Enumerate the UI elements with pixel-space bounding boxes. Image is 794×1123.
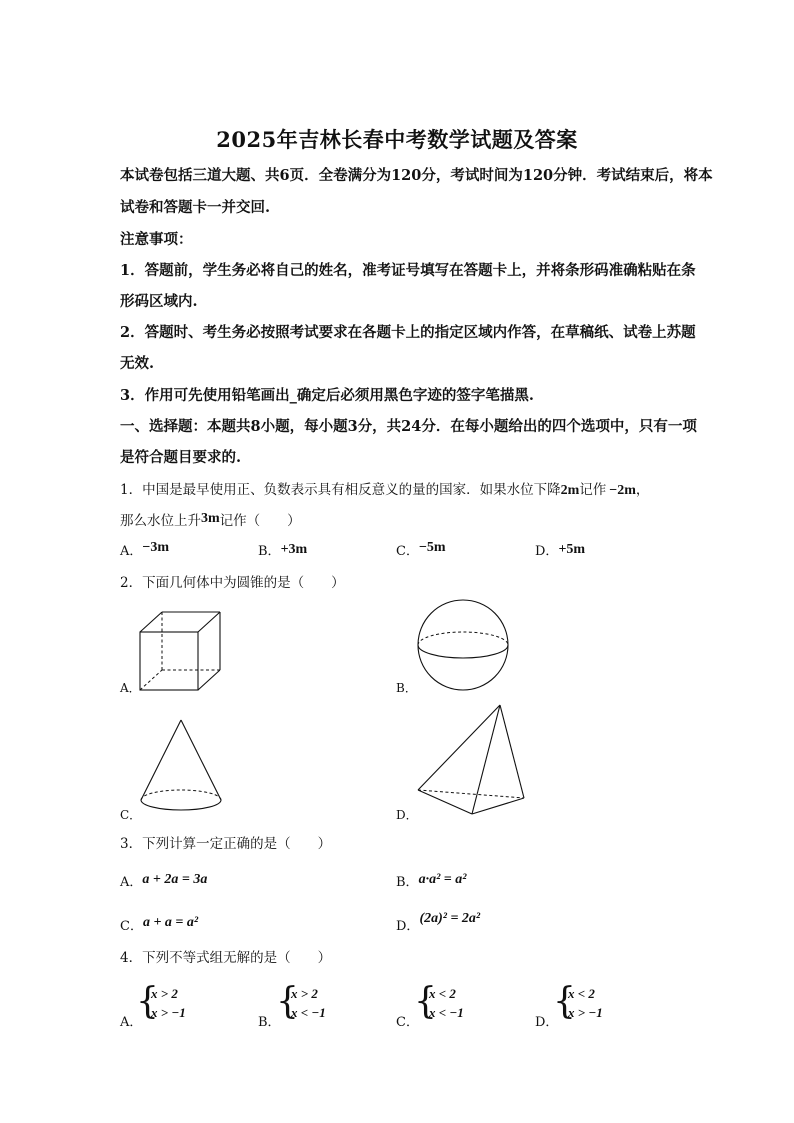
q2-option-b-label[interactable]: B． <box>396 681 417 695</box>
q4-option-a-label[interactable]: A． <box>120 1015 143 1030</box>
q3-option-c-value: a + a = a² <box>142 915 199 930</box>
q1-text-line2-a: 那么水位上升 <box>120 513 201 529</box>
q4-option-c-system <box>429 984 464 1022</box>
intro-line-2: 试卷和答题卡一并交回. <box>120 199 271 216</box>
cube-icon <box>136 608 226 694</box>
q3-option-a-value: a + 2a = 3a <box>142 872 208 887</box>
q4-option-d-system <box>568 984 603 1022</box>
q3-option-b-label: B． <box>396 875 419 890</box>
q4-option-a-bottom: x > −1 <box>151 1005 186 1020</box>
q1-value-minus-2m: −2m <box>609 483 636 498</box>
q1-value-3m: 3m <box>201 511 220 526</box>
q4-option-a-brace: { <box>136 981 159 1022</box>
q1-text-c: 记作 <box>579 482 607 498</box>
q4-option-d-label[interactable]: D． <box>535 1015 559 1030</box>
q1-option-a-value: −3m <box>142 540 170 555</box>
q4-option-a-system <box>151 984 186 1022</box>
q1-option-b-label: B． <box>258 544 281 559</box>
q4-option-c-top: x < 2 <box>429 986 456 1001</box>
q2-option-a-label[interactable]: A． <box>120 681 141 695</box>
q1-option-b[interactable] <box>258 540 307 560</box>
notice-item-3: 3．作用可先使用铅笔画出_确定后必须用黑色字迹的签字笔描黑. <box>120 387 534 404</box>
q4-option-c-brace: { <box>414 981 437 1022</box>
q4-option-b-bottom: x < −1 <box>291 1005 326 1020</box>
q4-option-c-bottom: x < −1 <box>429 1005 464 1020</box>
q1-value-2m: 2m <box>560 483 580 498</box>
q4-option-d-brace: { <box>553 981 576 1022</box>
section-1-line-2: 是符合题目要求的. <box>120 449 242 466</box>
q1-option-d-label: D． <box>535 544 559 559</box>
cone-icon <box>138 718 224 820</box>
q4-option-b-brace: { <box>276 981 299 1022</box>
page-title: 2025年吉林长春中考数学试题及答案 <box>216 127 578 152</box>
q1-option-a-label: A． <box>120 544 143 559</box>
notice-item-2-line-1: 2．答题时、考生务必按照考试要求在各题卡上的指定区域内作答，在草稿纸、试卷上苏题 <box>120 324 696 341</box>
q4-option-a-top: x > 2 <box>151 986 178 1001</box>
q1-option-c-value: −5m <box>418 540 446 555</box>
intro-line-1: 本试卷包括三道大题、共6页．全卷满分为120分，考试时间为120分钟．考试结束后，将本 <box>120 167 713 184</box>
q1-option-b-value: +3m <box>280 542 308 557</box>
q1-option-a[interactable] <box>120 540 169 560</box>
sphere-icon <box>416 598 510 692</box>
q3-option-a-label: A． <box>120 875 143 890</box>
q4-option-c-label[interactable]: C． <box>396 1015 419 1030</box>
q1-option-c-label: C． <box>396 544 419 559</box>
q1-text-line2-c: 记作（ ） <box>219 513 301 529</box>
q2-option-d-label[interactable]: D． <box>396 808 418 822</box>
q4-option-b-system <box>291 984 326 1022</box>
q4-option-b-label[interactable]: B． <box>258 1015 281 1030</box>
q1-option-c[interactable] <box>396 540 446 560</box>
q3-option-c[interactable] <box>120 915 198 935</box>
notice-item-1-line-1: 1．答题前，学生务必将自己的姓名，准考证号填写在答题卡上，并将条形码准确粘贴在条 <box>120 262 696 279</box>
q1-text-a: 1．中国是最早使用正、负数表示具有相反意义的量的国家．如果水位下降 <box>120 482 561 498</box>
pyramid-icon <box>416 702 528 820</box>
question-2-stem: 2．下面几何体中为圆锥的是（ ） <box>120 575 345 591</box>
question-1-line-1 <box>120 478 649 499</box>
section-1-line-1: 一、选择题：本题共8小题，每小题3分，共24分．在每小题给出的四个选项中，只有一项 <box>120 418 697 435</box>
question-4-stem: 4．下列不等式组无解的是（ ） <box>120 950 332 966</box>
notice-heading: 注意事项： <box>120 231 193 248</box>
q3-option-c-label: C． <box>120 919 143 934</box>
q2-option-c-label[interactable]: C． <box>120 808 142 822</box>
notice-item-2-line-2: 无效. <box>120 355 155 372</box>
q1-text-e: ， <box>635 482 650 498</box>
question-1-line-2 <box>120 509 301 530</box>
q3-option-b-value: a·a² = a² <box>418 872 467 887</box>
q3-option-d-value: (2a)² = 2a² <box>419 911 481 926</box>
q3-option-b[interactable] <box>396 871 466 891</box>
question-3-stem: 3．下列计算一定正确的是（ ） <box>120 836 332 852</box>
q4-option-d-bottom: x > −1 <box>568 1005 603 1020</box>
q1-option-d[interactable] <box>535 540 585 560</box>
q3-option-a[interactable] <box>120 871 207 891</box>
q4-option-b-top: x > 2 <box>291 986 318 1001</box>
q3-option-d-label: D． <box>396 919 420 934</box>
notice-item-1-line-2: 形码区域内. <box>120 293 198 310</box>
q1-option-d-value: +5m <box>558 542 586 557</box>
q3-option-d[interactable] <box>396 911 481 935</box>
q4-option-d-top: x < 2 <box>568 986 595 1001</box>
